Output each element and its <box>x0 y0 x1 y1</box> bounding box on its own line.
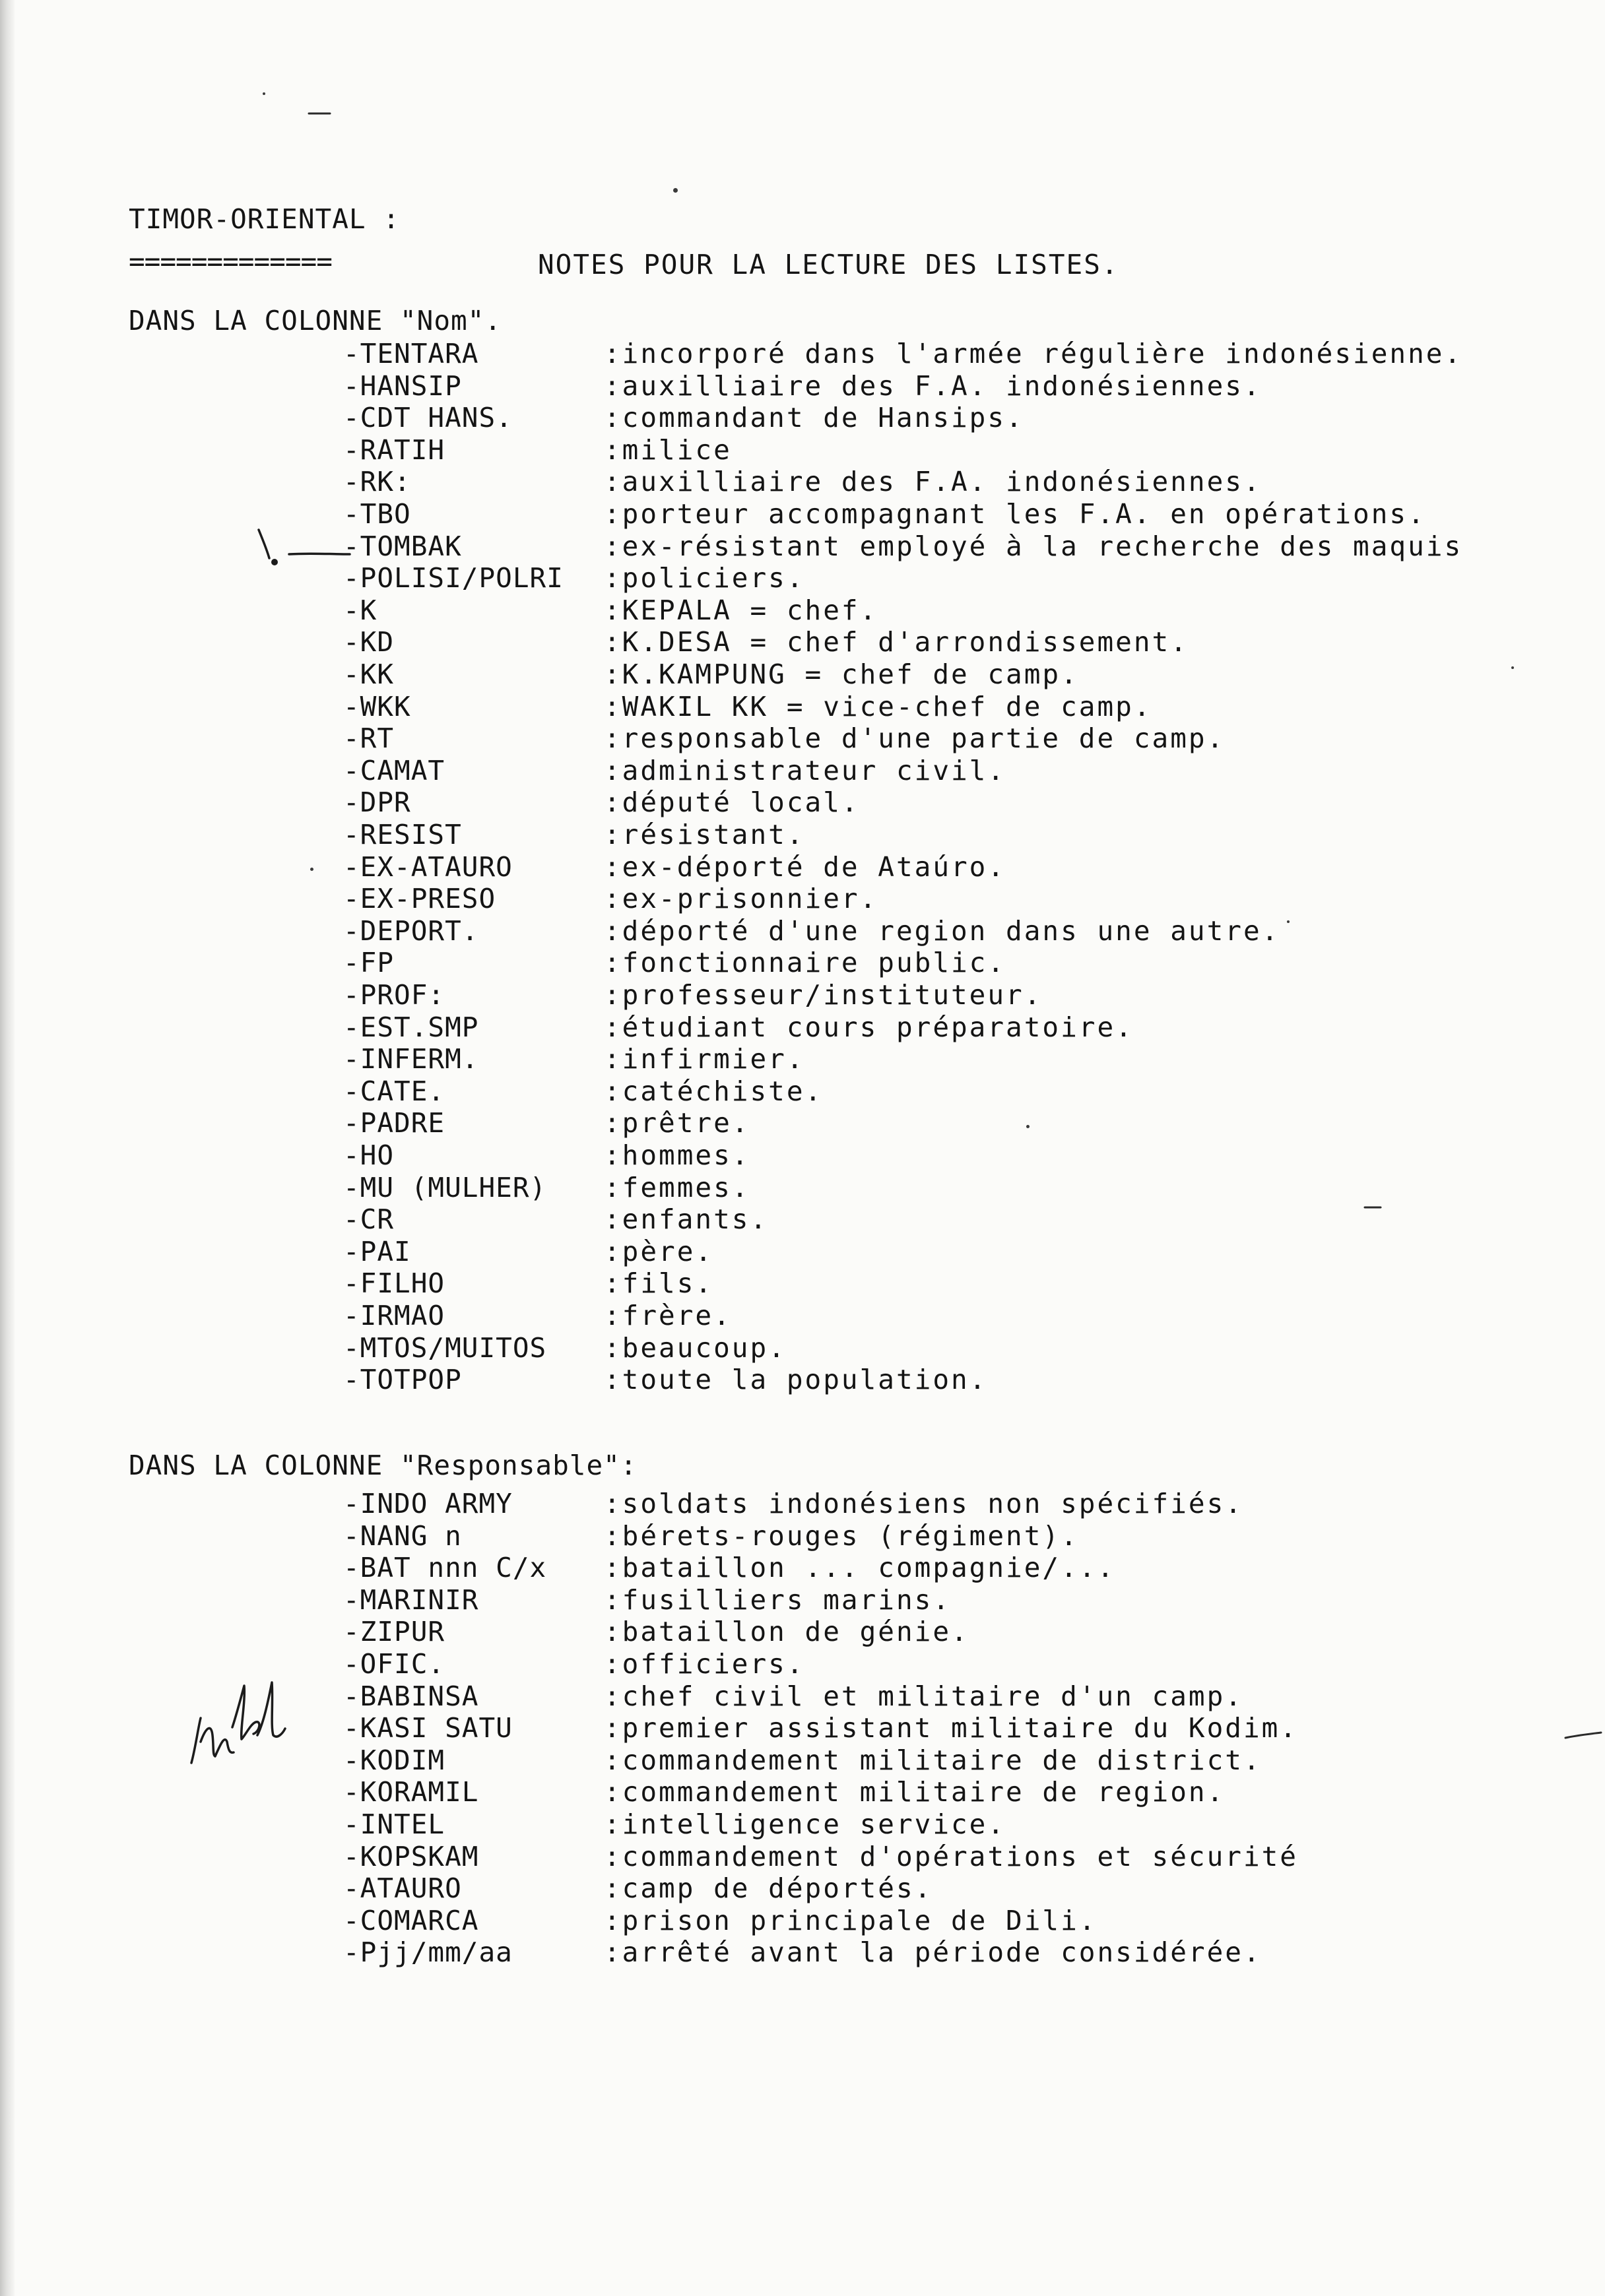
glossary-code: -WKK <box>343 690 411 722</box>
glossary-code: -BABINSA <box>343 1680 479 1712</box>
glossary-code: -PROF: <box>343 979 445 1011</box>
glossary-definition: :bataillon ... compagnie/... <box>604 1552 1116 1584</box>
glossary-definition: :porteur accompagnant les F.A. en opérations. <box>604 498 1426 530</box>
glossary-code: -K <box>343 594 377 626</box>
glossary-definition: :commandement militaire de district. <box>604 1744 1262 1776</box>
glossary-code: -NANG n <box>343 1519 462 1552</box>
glossary-definition: :soldats indonésiens non spécifiés. <box>604 1488 1243 1519</box>
glossary-code: -HO <box>343 1139 395 1171</box>
glossary-definition: :auxilliaire des F.A. indonésiennes. <box>604 466 1262 498</box>
glossary-code: -CR <box>343 1203 395 1236</box>
glossary-code: -RESIST <box>343 819 462 850</box>
glossary-definition: :hommes. <box>604 1139 750 1171</box>
glossary-code: -KASI SATU <box>343 1712 513 1744</box>
glossary-code: -BAT nnn C/x <box>343 1552 547 1584</box>
glossary-definition: :commandement militaire de region. <box>604 1776 1226 1808</box>
glossary-definition: :policiers. <box>604 562 805 594</box>
glossary-definition: :ex-prisonnier. <box>604 883 878 915</box>
glossary-definition: :père. <box>604 1235 714 1267</box>
glossary-definition: :officiers. <box>604 1648 805 1680</box>
glossary-code: -MTOS/MUITOS <box>343 1331 547 1364</box>
glossary-code: -PAI <box>343 1235 411 1267</box>
glossary-definition: :déporté d'une region dans une autre. <box>604 914 1280 947</box>
glossary-definition: :résistant. <box>604 819 805 850</box>
glossary-code: -KORAMIL <box>343 1776 479 1808</box>
glossary-definition: :infirmier. <box>604 1043 805 1075</box>
glossary-code: -Pjj/mm/aa <box>343 1936 513 1969</box>
section-title-responsable: DANS LA COLONNE "Responsable": <box>129 1450 638 1481</box>
glossary-code: -FILHO <box>343 1267 445 1300</box>
glossary-code: -PADRE <box>343 1107 445 1139</box>
glossary-definition: :incorporé dans l'armée régulière indonésienne. <box>604 338 1463 369</box>
glossary-definition: :fusilliers marins. <box>604 1583 951 1616</box>
glossary-code: -RK: <box>343 466 411 498</box>
glossary-code: -EX-ATAURO <box>343 850 513 883</box>
glossary-code: -EX-PRESO <box>343 883 496 915</box>
glossary-definition: :député local. <box>604 786 860 819</box>
glossary-code: -INFERM. <box>343 1043 479 1075</box>
glossary-definition: :milice <box>604 433 732 466</box>
glossary-definition: :premier assistant militaire du Kodim. <box>604 1712 1298 1744</box>
check-mark <box>259 530 269 558</box>
glossary-code: -CDT HANS. <box>343 402 513 434</box>
glossary-code: -IRMAO <box>343 1300 445 1331</box>
glossary-definition: :toute la population. <box>604 1364 988 1396</box>
glossary-code: -KK <box>343 658 395 690</box>
glossary-definition: :commandement d'opérations et sécurité <box>604 1840 1298 1872</box>
glossary-code: -POLISI/POLRI <box>343 562 564 594</box>
document-title: TIMOR-ORIENTAL : <box>129 203 400 235</box>
glossary-definition: :prison principale de Dili. <box>604 1904 1097 1936</box>
glossary-code: -COMARCA <box>343 1904 479 1936</box>
handwritten-annotation-text: intel <box>198 1781 200 1782</box>
glossary-definition: :administrateur civil. <box>604 754 1006 786</box>
glossary-definition: :beaucoup. <box>604 1331 787 1364</box>
glossary-code: -CAMAT <box>343 754 445 786</box>
glossary-code: -TENTARA <box>343 338 479 369</box>
glossary-definition: :responsable d'une partie de camp. <box>604 722 1226 755</box>
glossary-definition: :auxilliaire des F.A. indonésiennes. <box>604 369 1262 402</box>
glossary-definition: :bataillon de génie. <box>604 1616 969 1648</box>
glossary-definition: :WAKIL KK = vice-chef de camp. <box>604 690 1152 722</box>
ink-dot <box>271 559 278 565</box>
glossary-code: -KODIM <box>343 1744 445 1776</box>
glossary-code: -KOPSKAM <box>343 1840 479 1872</box>
glossary-definition: :enfants. <box>604 1203 769 1236</box>
glossary-code: -EST.SMP <box>343 1011 479 1043</box>
glossary-definition: :commandant de Hansips. <box>604 402 1024 434</box>
glossary-definition: :KEPALA = chef. <box>604 594 878 626</box>
glossary-definition: :bérets-rouges (régiment). <box>604 1519 1079 1552</box>
document-subtitle: NOTES POUR LA LECTURE DES LISTES. <box>538 249 1119 280</box>
glossary-code: -INTEL <box>343 1808 445 1840</box>
glossary-definition: :K.KAMPUNG = chef de camp. <box>604 658 1079 690</box>
glossary-code: -DPR <box>343 786 411 819</box>
handwritten-intel-annotation <box>191 1682 285 1763</box>
glossary-code: -INDO ARMY <box>343 1488 513 1519</box>
glossary-code: -OFIC. <box>343 1648 445 1680</box>
glossary-code: -ZIPUR <box>343 1616 445 1648</box>
glossary-code: -RATIH <box>343 433 445 466</box>
glossary-code: -MU (MULHER) <box>343 1171 547 1203</box>
glossary-code: -HANSIP <box>343 369 462 402</box>
glossary-definition: :professeur/instituteur. <box>604 979 1043 1011</box>
glossary-code: -DEPORT. <box>343 914 479 947</box>
glossary-code: -KD <box>343 626 395 658</box>
glossary-code: -FP <box>343 947 395 979</box>
glossary-code: -TOTPOP <box>343 1364 462 1396</box>
glossary-code: -CATE. <box>343 1075 445 1107</box>
glossary-definition: :ex-déporté de Ataúro. <box>604 850 1006 883</box>
glossary-definition: :fonctionnaire public. <box>604 947 1006 979</box>
title-underline: ============= <box>129 245 332 277</box>
glossary-definition: :intelligence service. <box>604 1808 1006 1840</box>
glossary-code: -TBO <box>343 498 411 530</box>
glossary-definition: :fils. <box>604 1267 714 1300</box>
glossary-definition: :chef civil et militaire d'un camp. <box>604 1680 1243 1712</box>
glossary-definition: :ex-résistant employé à la recherche des maquis <box>604 530 1463 562</box>
glossary-code: -MARINIR <box>343 1583 479 1616</box>
glossary-definition: :femmes. <box>604 1171 750 1203</box>
glossary-definition: :prêtre. <box>604 1107 750 1139</box>
glossary-code: -ATAURO <box>343 1872 462 1905</box>
glossary-definition: :camp de déportés. <box>604 1872 933 1905</box>
glossary-definition: :catéchiste. <box>604 1075 824 1107</box>
glossary-code: -TOMBAK <box>343 530 462 562</box>
glossary-definition: :étudiant cours préparatoire. <box>604 1011 1134 1043</box>
section-title-nom: DANS LA COLONNE "Nom". <box>129 305 502 336</box>
glossary-definition: :K.DESA = chef d'arrondissement. <box>604 626 1189 658</box>
glossary-code: -RT <box>343 722 395 755</box>
glossary-definition: :arrêté avant la période considérée. <box>604 1936 1262 1969</box>
glossary-definition: :frère. <box>604 1300 732 1331</box>
